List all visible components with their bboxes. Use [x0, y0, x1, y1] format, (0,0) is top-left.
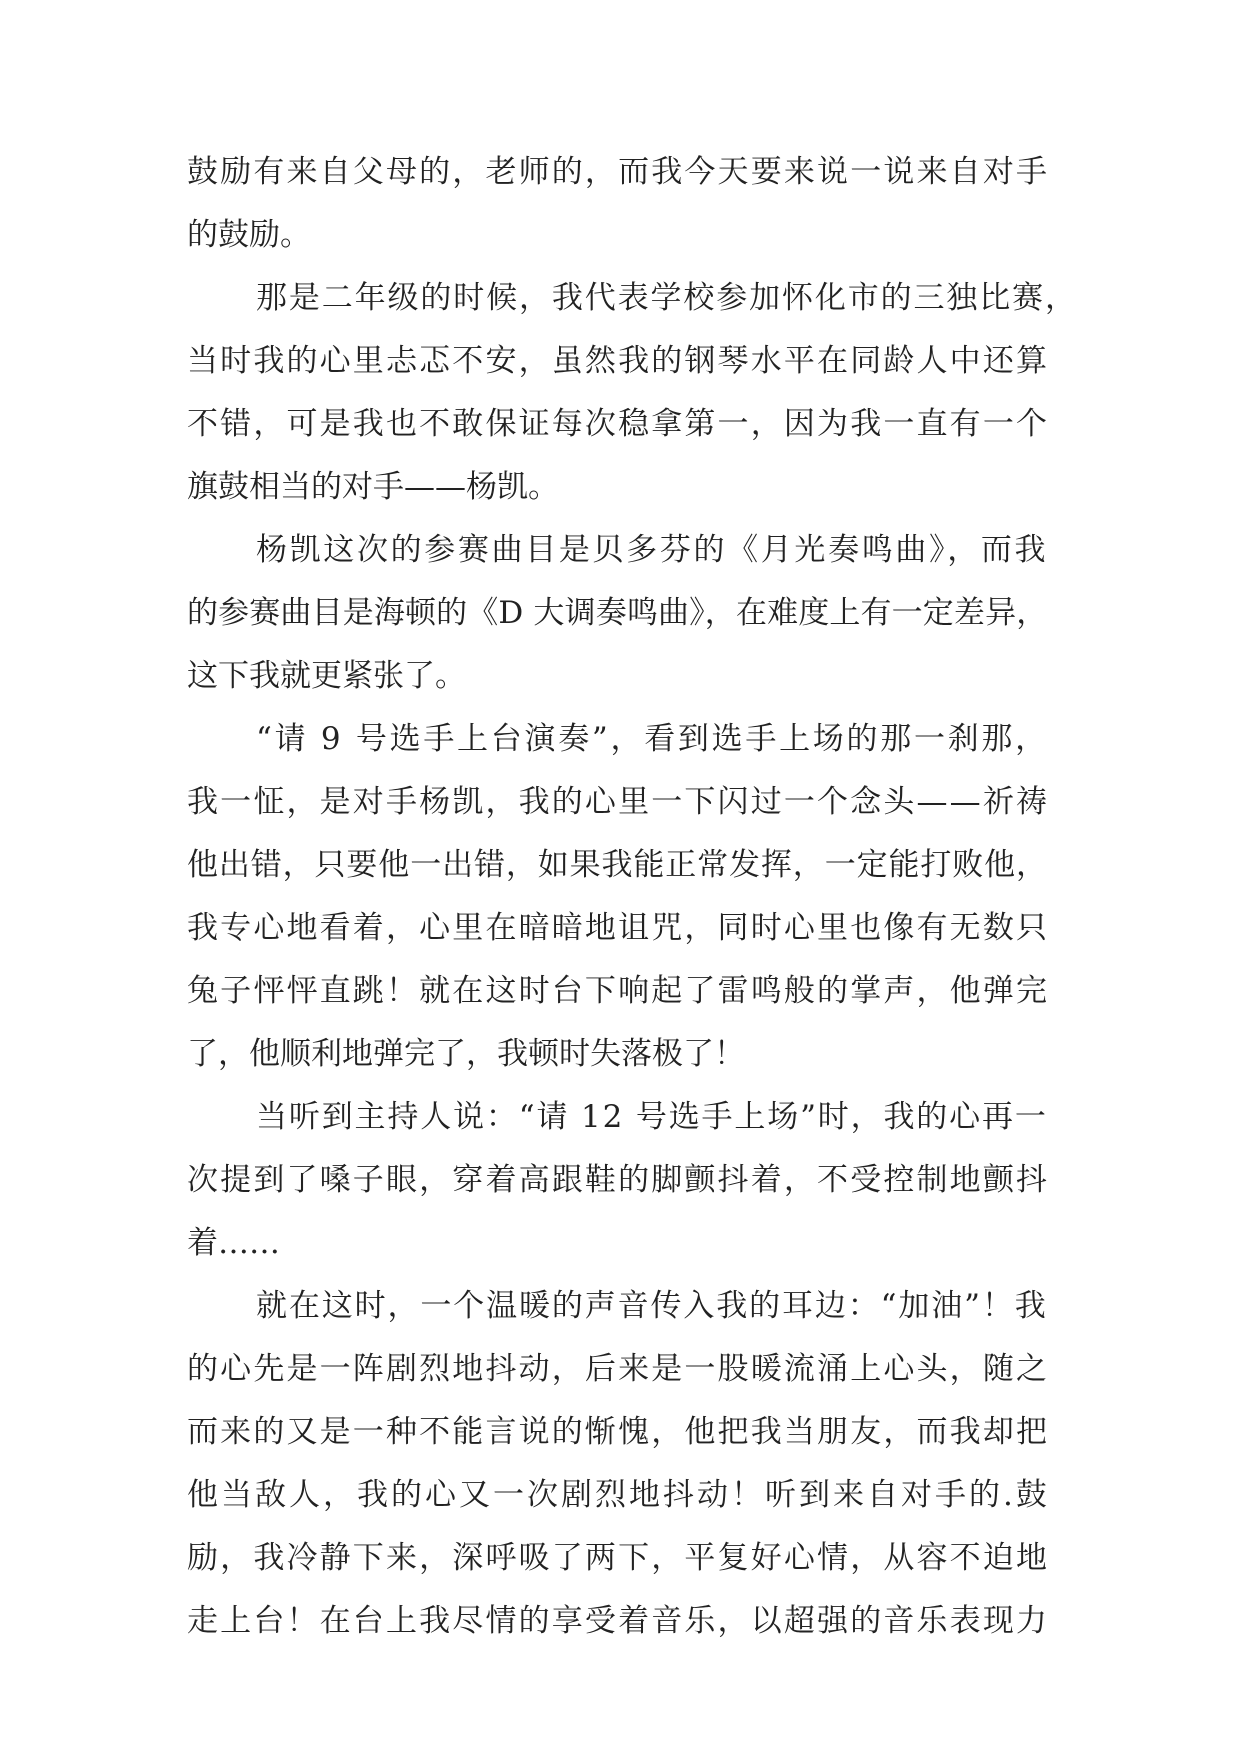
text-line: 我一怔，是对手杨凯，我的心里一下闪过一个念头——祈祷 [187, 784, 1050, 820]
text-line: 就在这时，一个温暖的声音传入我的耳边：“加油”！我 [256, 1288, 1048, 1324]
text-line: 着…… [187, 1225, 280, 1261]
text-line: “请 9 号选手上台演奏”，看到选手上场的那一刹那， [256, 721, 1049, 757]
text-line: 兔子怦怦直跳！就在这时台下响起了雷鸣般的掌声，他弹完 [187, 973, 1050, 1009]
text-line: 次提到了嗓子眼，穿着高跟鞋的脚颤抖着，不受控制地颤抖 [187, 1162, 1050, 1198]
text-line: 而来的又是一种不能言说的惭愧，他把我当朋友，而我却把 [187, 1414, 1050, 1450]
text-line: 杨凯这次的参赛曲目是贝多芬的《月光奏鸣曲》，而我 [256, 532, 1049, 568]
text-line: 这下我就更紧张了。 [187, 658, 466, 694]
text-line: 旗鼓相当的对手——杨凯。 [187, 469, 559, 505]
text-line: 了，他顺利地弹完了，我顿时失落极了！ [187, 1036, 745, 1072]
text-line: 鼓励有来自父母的，老师的，而我今天要来说一说来自对手 [187, 154, 1050, 190]
text-line: 励，我冷静下来，深呼吸了两下，平复好心情，从容不迫地 [187, 1540, 1050, 1576]
text-line: 走上台！在台上我尽情的享受着音乐，以超强的音乐表现力 [187, 1603, 1050, 1639]
text-line: 当时我的心里忐忑不安，虽然我的钢琴水平在同龄人中还算 [187, 343, 1050, 379]
text-line: 我专心地看着，心里在暗暗地诅咒，同时心里也像有无数只 [187, 910, 1050, 946]
text-line: 的心先是一阵剧烈地抖动，后来是一股暖流涌上心头，随之 [187, 1351, 1050, 1387]
text-line: 的参赛曲目是海顿的《D 大调奏鸣曲》，在难度上有一定差异， [187, 595, 1048, 631]
text-line: 他出错，只要他一出错，如果我能正常发挥，一定能打败他， [187, 847, 1048, 883]
text-line: 的鼓励。 [187, 217, 311, 253]
text-line: 那是二年级的时候，我代表学校参加怀化市的三独比赛， [256, 280, 1078, 316]
text-line: 不错，可是我也不敢保证每次稳拿第一，因为我一直有一个 [187, 406, 1050, 442]
text-line: 当听到主持人说：“请 12 号选手上场”时，我的心再一 [256, 1099, 1048, 1135]
text-line: 他当敌人，我的心又一次剧烈地抖动！听到来自对手的.鼓 [187, 1477, 1050, 1513]
